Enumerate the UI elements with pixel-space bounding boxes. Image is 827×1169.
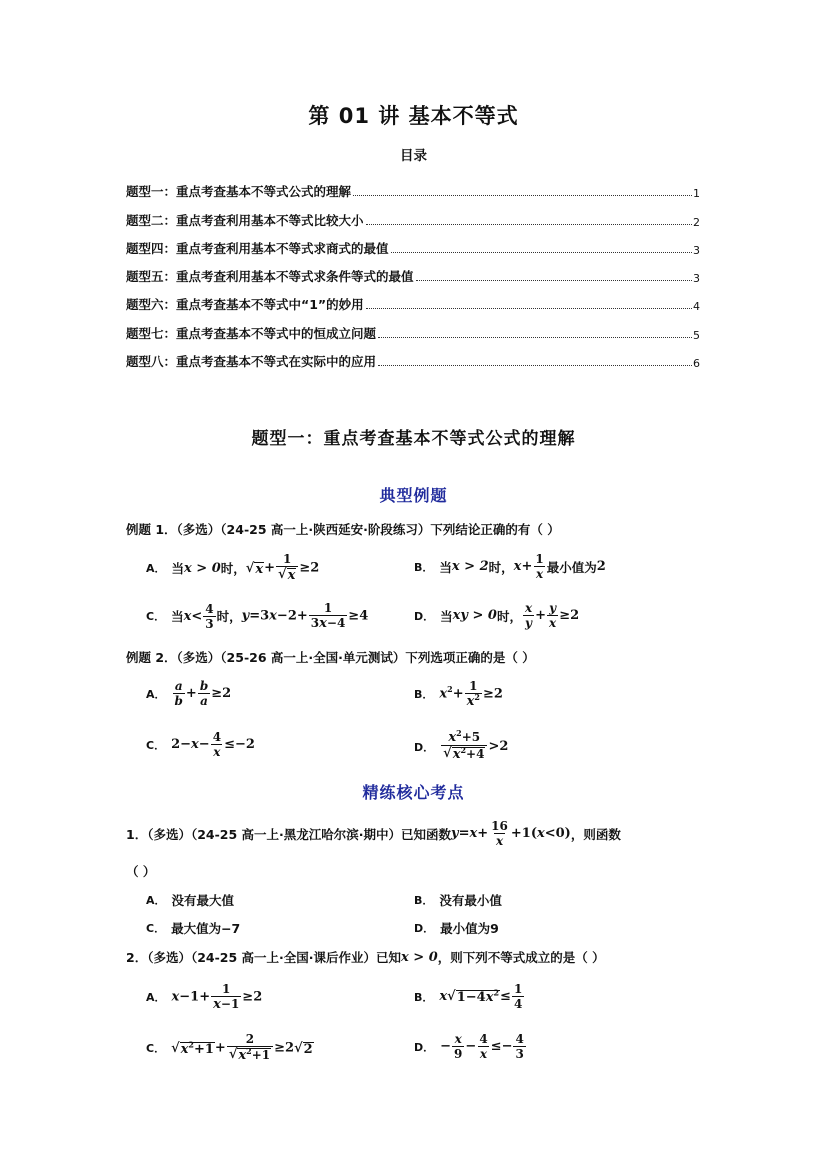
- math-expression: $\frac{x}{y}$ + $\frac{y}{x}$ ≥2: [524, 601, 580, 630]
- examples-heading: 典型例题: [379, 486, 448, 505]
- math-expression: √ $x^2+1$ + 2 √ $x^2+1$ ≥2 √ 2: [171, 1032, 313, 1063]
- math-expression: x< $\frac{4}{3}$: [183, 601, 214, 631]
- math-expression: y=3x−2+ $\frac{1}{3x-4}$ ≥4: [241, 601, 369, 631]
- example-1-stem: 例题 1．（多选）（24-25 高一上·陕西延安·阶段练习）下列结论正确的有（ ）: [126, 522, 560, 537]
- example-1-option-b: B． 当 x > 2 时， x+ $\frac{1}{x}$ 最小值为 2: [414, 552, 606, 581]
- math-expression: 2−x− $\frac{4}{x}$ ≤−2: [171, 730, 255, 759]
- math-expression: x+ $\frac{1}{x}$: [513, 552, 544, 581]
- practice-1-option-b: B． 没有最小值: [414, 893, 502, 908]
- toc-leader-dots: [378, 337, 692, 338]
- toc-leader-dots: [366, 224, 692, 225]
- toc-leader-dots: [391, 252, 692, 253]
- toc-entry[interactable]: 题型五：重点考查利用基本不等式求条件等式的最值 3: [126, 269, 700, 286]
- example-2-option-a: A． $\frac{a}{b}$ + $\frac{b}{a}$ ≥2: [146, 679, 232, 708]
- toc-leader-dots: [416, 280, 692, 281]
- toc-entry[interactable]: 题型八：重点考查基本不等式在实际中的应用 6: [126, 354, 700, 371]
- toc-leader-dots: [353, 195, 692, 196]
- toc-entry[interactable]: 题型六：重点考查基本不等式中“1”的妙用 4: [126, 297, 700, 314]
- math-expression: $x^2+$ $\frac{1}{x^2}$ ≥2: [439, 679, 503, 709]
- practice-2-stem: 2．（多选）（24-25 高一上·全国·课后作业）已知 x > 0 ，则下列不等式成立的是（ ）: [126, 949, 605, 965]
- math-expression: − $\frac{x}{9}$ − $\frac{4}{x}$ ≤− $\frac{4}{3}$: [440, 1032, 524, 1061]
- example-2-option-b: B． $x^2+$ $\frac{1}{x^2}$ ≥2: [414, 679, 503, 709]
- practice-2-option-b: B． x √ $1-4x^2$ ≤ $\frac{1}{4}$: [414, 983, 525, 1010]
- section-title: 题型一：重点考查基本不等式公式的理解: [251, 429, 576, 449]
- practice-1-option-d: D． 最小值为9: [414, 921, 499, 936]
- toc-leader-dots: [378, 365, 692, 366]
- document-title: 第 01 讲 基本不等式: [308, 104, 519, 128]
- example-1-option-d: D． 当 xy > 0 时， $\frac{x}{y}$ + $\frac{y}{x}$ ≥2: [414, 601, 580, 630]
- example-2-option-c: C． 2−x− $\frac{4}{x}$ ≤−2: [146, 730, 255, 759]
- toc-entry[interactable]: 题型一：重点考查基本不等式公式的理解 1: [126, 184, 700, 201]
- math-expression: $x^2+5$ √ $x^2+4$ >2: [443, 728, 509, 762]
- math-expression: y=x+ $\frac{16}{x}$ +1(x<0): [451, 819, 571, 848]
- practice-1-option-c: C． 最大值为−7: [146, 921, 241, 936]
- math-expression: x √ $1-4x^2$ ≤ $\frac{1}{4}$: [439, 982, 523, 1011]
- practice-2-option-a: A． x−1+ $\frac{1}{x-1}$ ≥2: [146, 982, 263, 1012]
- practice-2-option-d: D． − $\frac{x}{9}$ − $\frac{4}{x}$ ≤− $\frac{4}{3}$: [414, 1033, 527, 1060]
- toc-entry[interactable]: 题型七：重点考查基本不等式中的恒成立问题 5: [126, 325, 700, 342]
- practice-2-option-c: C． √ $x^2+1$ + 2 √ $x^2+1$ ≥2 √ 2: [146, 1032, 313, 1063]
- math-expression: $\frac{a}{b}$ + $\frac{b}{a}$ ≥2: [174, 679, 232, 708]
- practice-heading: 精练核心考点: [362, 783, 465, 802]
- example-1-option-c: C． 当 x< $\frac{4}{3}$ 时， y=3x−2+ $\frac{1}{3x-4}$ ≥4: [146, 601, 369, 631]
- practice-1-option-a: A． 没有最大值: [146, 893, 235, 908]
- toc-leader-dots: [366, 308, 692, 309]
- example-2-stem: 例题 2．（多选）（25-26 高一上·全国·单元测试）下列选项正确的是（ ）: [126, 650, 535, 665]
- toc-entry[interactable]: 题型四：重点考查利用基本不等式求商式的最值 3: [126, 240, 700, 257]
- example-2-option-d: D． $x^2+5$ √ $x^2+4$ >2: [414, 728, 509, 762]
- toc-heading: 目录: [400, 148, 427, 164]
- example-1-option-a: A． 当 x > 0 时， √ x + 1 √ x ≥2: [146, 552, 320, 583]
- practice-1-stem: 1．（多选）（24-25 高一上·黑龙江哈尔滨·期中）已知函数 y=x+ $\frac{16}{x}$ +1(x<0) ，则函数: [126, 819, 621, 848]
- toc-entry[interactable]: 题型二：重点考查利用基本不等式比较大小 2: [126, 212, 700, 229]
- math-expression: x−1+ $\frac{1}{x-1}$ ≥2: [171, 982, 263, 1012]
- practice-1-stem-line2: （ ）: [126, 864, 156, 879]
- table-of-contents: [126, 172, 700, 370]
- math-expression: √ x + 1 √ x ≥2: [245, 552, 320, 583]
